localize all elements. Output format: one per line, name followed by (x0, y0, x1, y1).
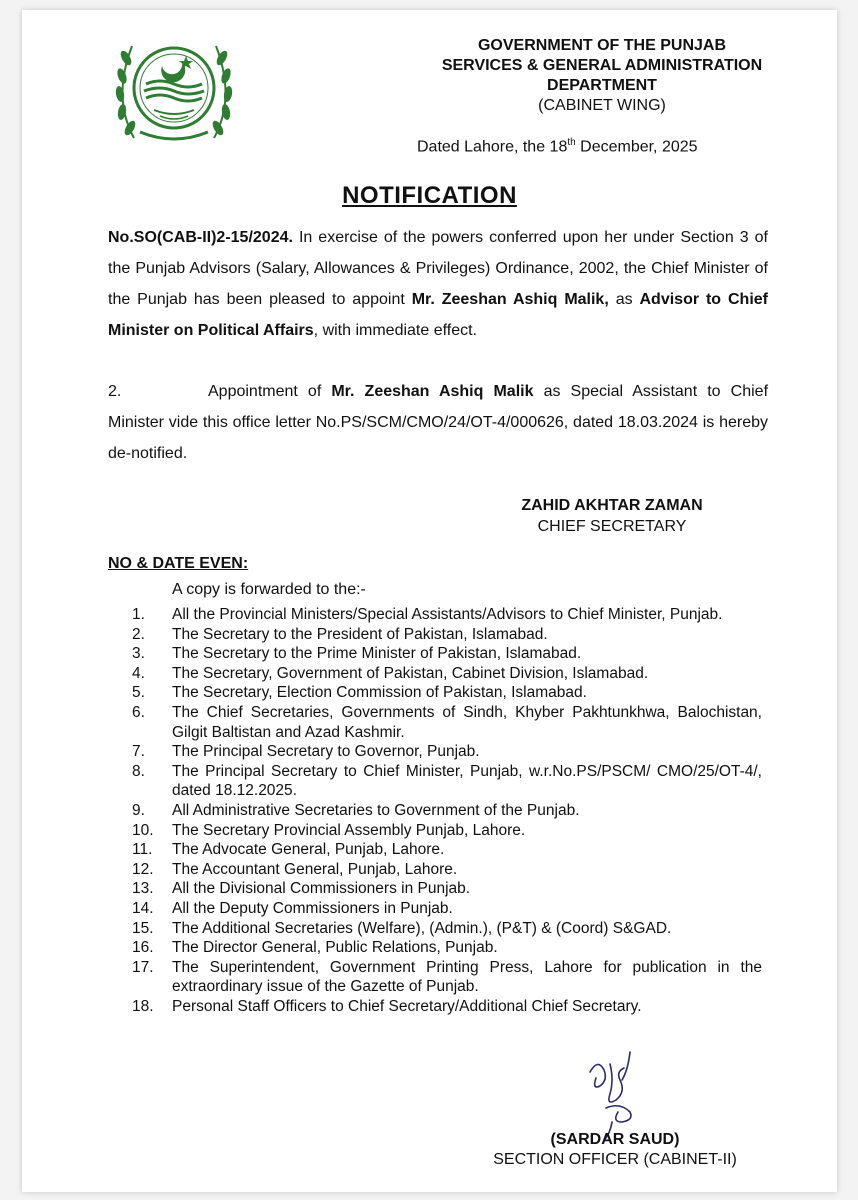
list-item-text: The Superintendent, Government Printing Press, Lahore for publication in the extraordinary issue of the Gazette of Punjab. (172, 958, 762, 996)
list-item-number: 16. (132, 939, 154, 957)
header-line-1: GOVERNMENT OF THE PUNJAB (477, 37, 726, 54)
dated-line: Dated Lahore, the 18th December, 2025 (417, 137, 698, 156)
list-item-text: All Administrative Secretaries to Government of the Punjab. (172, 801, 580, 819)
list-item (132, 644, 762, 664)
notification-title: NOTIFICATION (342, 182, 517, 209)
list-item-number: 14. (132, 899, 154, 917)
list-item-number: 17. (132, 958, 154, 976)
appointee-name-2: Mr. Zeeshan Ashiq Malik (331, 383, 534, 400)
list-item-text: All the Provincial Ministers/Special Assistants/Advisors to Chief Minister, Punjab. (172, 606, 723, 623)
notification-paragraph-1: No.SO(CAB-II)2-15/2024. In exercise of the powers conferred upon her under Section 3 of the Punjab Advisors (Salary, Allowances & Privileges) Ordinance, 2002, the Chief Minister of the Punjab has been pleased to appoint Mr. Zeeshan Ashiq Malik, as Advisor to Chief Minister on Political Affairs, with immediate effect. (108, 229, 768, 339)
list-item-text: The Principal Secretary to Governor, Punjab. (172, 743, 480, 761)
list-item (132, 899, 762, 919)
list-item (132, 762, 762, 801)
list-item-number: 5. (132, 684, 145, 702)
list-item-text: All the Deputy Commissioners in Punjab. (172, 899, 453, 917)
appointee-name: Mr. Zeeshan Ashiq Malik, (411, 291, 609, 308)
no-and-date-even-heading: NO & DATE EVEN: (108, 555, 249, 572)
list-item-text: The Director General, Public Relations, Punjab. (172, 939, 498, 957)
list-item (132, 801, 762, 821)
punjab-government-emblem-icon (104, 28, 244, 148)
list-item-number: 7. (132, 743, 145, 761)
list-item-number: 3. (132, 645, 145, 663)
section-officer-designation: SECTION OFFICER (CABINET-II) (493, 1151, 737, 1168)
list-item-number: 13. (132, 880, 154, 898)
notification-paragraph-2: 2. Appointment of Mr. Zeeshan Ashiq Malik as Special Assistant to Chief Minister vide this office letter No.PS/SCM/CMO/24/OT-4/000626, dated 18.03.2024 is hereby de-notified. (108, 376, 768, 469)
list-item (132, 840, 762, 860)
notification-page (22, 10, 837, 1192)
list-item (132, 742, 762, 762)
header-line-2: SERVICES & GENERAL ADMINISTRATION (441, 57, 763, 74)
list-item-text: The Advocate General, Punjab, Lahore. (172, 841, 445, 859)
handwritten-signature-icon (570, 1050, 660, 1142)
list-item (132, 997, 762, 1017)
list-item-number: 4. (132, 664, 145, 682)
chief-secretary-designation: CHIEF SECRETARY (537, 518, 687, 535)
list-item-text: The Secretary Provincial Assembly Punjab, Lahore. (172, 821, 526, 839)
copy-forwarded-line: A copy is forwarded to the:- (172, 581, 366, 598)
list-item (132, 605, 762, 625)
list-item-number: 15. (132, 919, 154, 937)
list-item-number: 18. (132, 997, 154, 1015)
distribution-list (132, 605, 762, 1016)
header-line-3: DEPARTMENT (547, 77, 657, 94)
list-item (132, 958, 762, 997)
list-item-text: The Secretary to the President of Pakistan, Islamabad. (172, 625, 548, 643)
list-item (132, 664, 762, 684)
list-item (132, 821, 762, 841)
list-item-text: The Secretary, Government of Pakistan, Cabinet Division, Islamabad. (172, 664, 649, 682)
list-item (132, 938, 762, 958)
list-item-number: 9. (132, 801, 145, 819)
department-header (387, 36, 817, 116)
list-item-text: The Additional Secretaries (Welfare), (Admin.), (P&T) & (Coord) S&GAD. (172, 919, 672, 937)
list-item-text: The Accountant General, Punjab, Lahore. (172, 860, 458, 878)
list-item-number: 1. (132, 606, 145, 623)
list-item-number: 12. (132, 860, 154, 878)
list-item (132, 703, 762, 742)
list-item (132, 879, 762, 899)
list-item (132, 919, 762, 939)
list-item-number: 10. (132, 821, 154, 839)
list-item-text: Personal Staff Officers to Chief Secretary/Additional Chief Secretary. (172, 997, 642, 1015)
list-item-text: The Chief Secretaries, Governments of Sindh, Khyber Pakhtunkhwa, Balochistan, Gilgit Baltistan and Azad Kashmir. (172, 703, 762, 741)
header-line-4: (CABINET WING) (538, 97, 666, 114)
list-item-text: The Principal Secretary to Chief Minister, Punjab, w.r.No.PS/PSCM/ CMO/25/OT-4/, dated 18.12.2025. (172, 762, 762, 800)
list-item-text: The Secretary to the Prime Minister of Pakistan, Islamabad. (172, 645, 582, 663)
appointed-role: Advisor to Chief Minister on Political Affairs (108, 291, 768, 339)
list-item-number: 8. (132, 762, 145, 780)
paragraph-number: 2. (108, 383, 122, 400)
section-officer-name: (SARDAR SAUD) (550, 1131, 680, 1148)
list-item-number: 6. (132, 703, 145, 721)
list-item (132, 625, 762, 645)
list-item (132, 683, 762, 703)
list-item-number: 11. (132, 841, 153, 859)
chief-secretary-name: ZAHID AKHTAR ZAMAN (521, 497, 703, 514)
list-item-number: 2. (132, 625, 145, 643)
chief-secretary-signatory (487, 495, 737, 537)
notification-number: No.SO(CAB-II)2-15/2024. (108, 229, 293, 246)
list-item-text: All the Divisional Commissioners in Punjab. (172, 880, 471, 898)
list-item-text: The Secretary, Election Commission of Pakistan, Islamabad. (172, 684, 587, 702)
section-officer-signatory (480, 1130, 750, 1170)
list-item (132, 860, 762, 880)
